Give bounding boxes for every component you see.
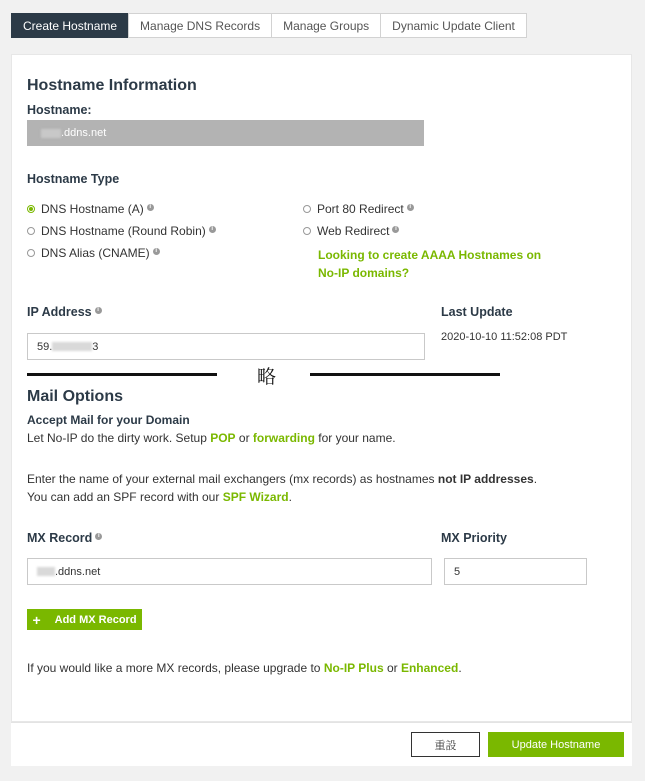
radio-label: Port 80 Redirect [317,202,404,216]
tab-dynamic-update-client[interactable]: Dynamic Update Client [380,13,527,38]
radio-label: DNS Hostname (Round Robin) [41,224,206,238]
radio-icon [303,227,311,235]
mx-record-label-text: MX Record [27,531,93,545]
text: . [288,490,292,504]
radio-icon [303,205,311,213]
text: You can add an SPF record with our [27,490,223,504]
redacted-blur [41,129,61,138]
ip-suffix: 3 [92,340,99,353]
update-hostname-button[interactable]: Update Hostname [488,732,624,757]
button-label: Add MX Record [54,613,137,626]
ip-address-label [27,305,102,319]
mx-record-label [27,531,102,545]
tab-create-hostname[interactable]: Create Hostname [11,13,129,38]
mx-priority-value: 5 [454,565,461,578]
text: Enter the name of your external mail exchangers (mx records) as hostnames [27,472,438,486]
radio-selected-icon [27,205,35,213]
hostname-type-label: Hostname Type [27,172,120,186]
info-icon: i [95,533,102,540]
info-icon: i [209,226,216,233]
tab-manage-groups[interactable]: Manage Groups [271,13,381,38]
info-icon: i [95,307,102,314]
omitted-marker: 略 [257,366,277,388]
last-update-value: 2020-10-10 11:52:08 PDT [441,331,568,343]
text: or [235,431,253,445]
tab-bar [11,13,527,38]
info-icon: i [153,248,160,255]
reset-button[interactable]: 重設 [411,732,480,757]
hostname-value: .ddns.net [61,127,107,139]
text: or [383,661,401,675]
forwarding-link[interactable]: forwarding [252,431,315,445]
divider-right [310,373,500,376]
accept-mail-label: Accept Mail for your Domain [27,413,190,427]
hostname-info-title: Hostname Information [27,77,197,94]
mx-priority-input[interactable] [444,558,587,585]
hostname-form-card [11,54,632,722]
radio-label: DNS Hostname (A) [41,202,144,216]
form-footer [11,722,632,766]
tab-manage-dns-records[interactable]: Manage DNS Records [128,13,272,38]
text: . [458,661,462,675]
pop-link[interactable]: POP [210,431,236,445]
ip-address-input[interactable] [27,333,425,360]
divider-left [27,373,217,376]
radio-icon [27,249,35,257]
last-update-label: Last Update [441,305,513,319]
text: If you would like a more MX records, please upgrade to [27,661,324,675]
bold-text: not IP addresses [437,472,534,486]
aaaa-hostnames-link[interactable]: Looking to create AAAA Hostnames on No-IP domains? [318,248,542,280]
hostname-label: Hostname: [27,103,92,117]
add-mx-record-button[interactable] [27,609,142,630]
mail-options-title: Mail Options [27,388,123,405]
mail-setup-text [27,431,396,445]
ip-address-label-text: IP Address [27,305,92,319]
info-icon: i [147,204,154,211]
plus-icon: + [32,611,41,628]
radio-label: Web Redirect [317,224,390,238]
radio-port-80-redirect[interactable] [303,202,414,216]
enhanced-link[interactable]: Enhanced [400,661,459,675]
spf-wizard-link[interactable]: SPF Wizard [222,490,289,504]
mx-instructions-line1 [27,472,537,486]
redacted-blur [52,342,92,351]
hostname-field [27,120,424,146]
radio-dns-hostname-a[interactable] [27,202,154,216]
redacted-blur [37,567,55,576]
ip-prefix: 59. [37,340,53,353]
noip-plus-link[interactable]: No-IP Plus [323,661,384,675]
info-icon: i [392,226,399,233]
upgrade-text [27,661,462,675]
text: . [533,472,538,486]
text: Let No-IP do the dirty work. Setup [27,431,211,445]
text: for your name. [314,431,396,445]
radio-label: DNS Alias (CNAME) [41,246,150,260]
mx-priority-label: MX Priority [441,531,507,545]
mx-record-value: .ddns.net [55,565,101,578]
radio-web-redirect[interactable] [303,224,399,238]
radio-icon [27,227,35,235]
radio-dns-alias-cname[interactable] [27,246,160,260]
mx-instructions-line2 [27,490,292,504]
info-icon: i [407,204,414,211]
radio-dns-hostname-round-robin[interactable] [27,224,216,238]
mx-record-input[interactable] [27,558,432,585]
